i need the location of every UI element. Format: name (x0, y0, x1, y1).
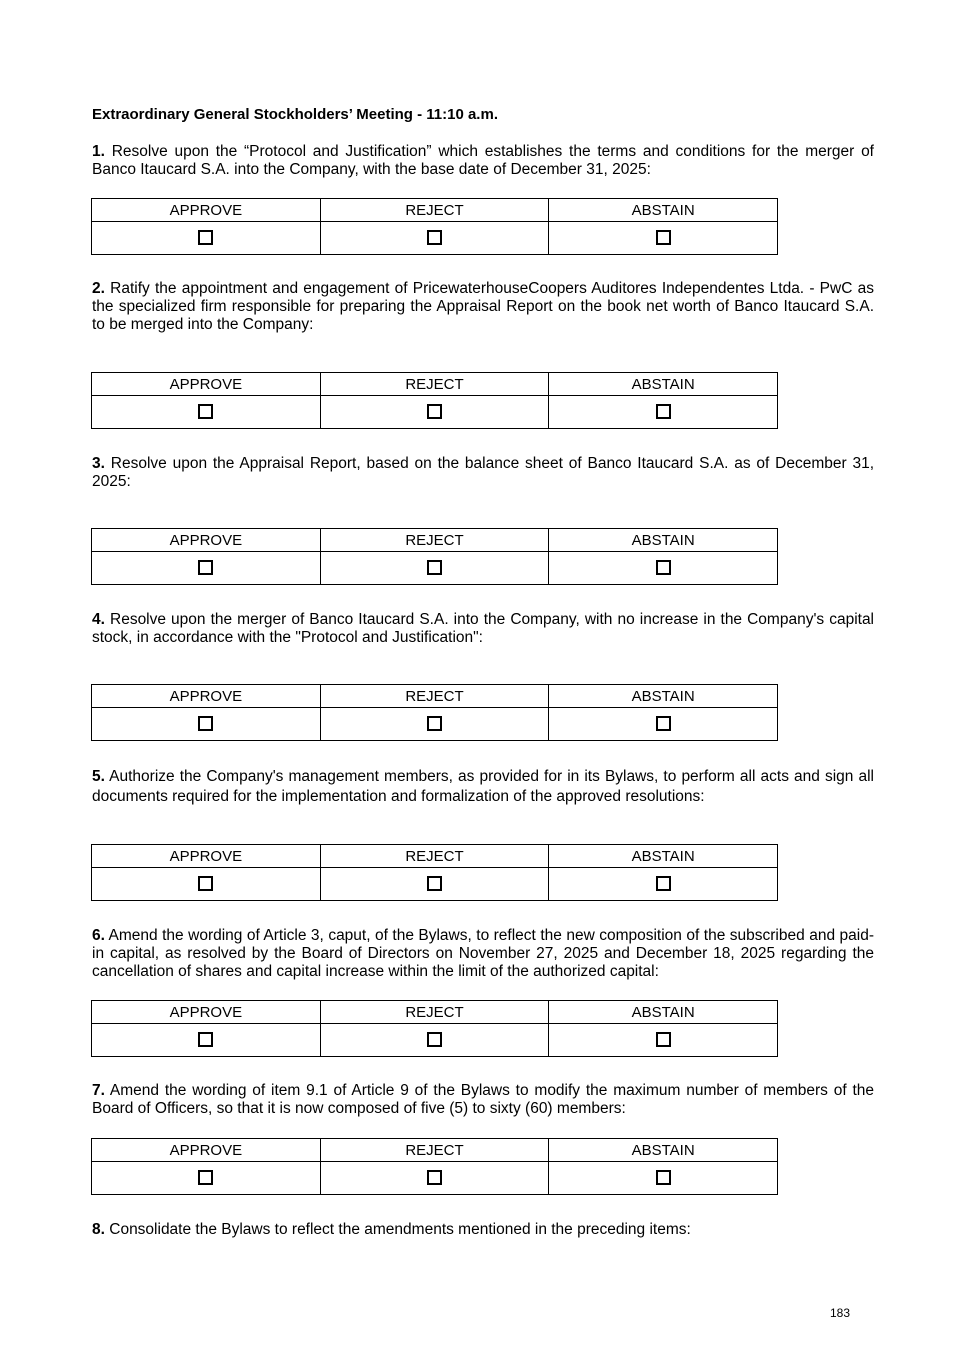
item-number: 7. (92, 1082, 105, 1099)
page-number: 183 (829, 1306, 850, 1320)
reject-checkbox[interactable] (427, 1170, 442, 1185)
abstain-label: ABSTAIN (549, 1139, 778, 1162)
approve-label: APPROVE (92, 1139, 321, 1162)
resolution-item-1 (92, 143, 874, 179)
item-text: Authorize the Company's management members, as provided for in its Bylaws, to perform all acts and sign all documents required for the implementation and formalization of the approved resolutions: (92, 768, 875, 805)
reject-label: REJECT (320, 845, 549, 868)
vote-table-5 (91, 844, 778, 901)
abstain-checkbox[interactable] (656, 876, 671, 891)
resolution-item-7 (92, 1082, 874, 1118)
item-number: 1. (92, 143, 105, 160)
reject-label: REJECT (320, 199, 549, 222)
item-number: 5. (92, 768, 105, 785)
reject-checkbox[interactable] (427, 230, 442, 245)
reject-label: REJECT (320, 1001, 549, 1024)
reject-label: REJECT (320, 685, 549, 708)
item-text: Ratify the appointment and engagement of PricewaterhouseCoopers Auditores Independentes Ltda. - PwC as the specialized firm responsible for preparing the Appraisal Report on the book net worth of Banco Itaucard S.A. to be merged into the Company: (92, 280, 874, 333)
reject-label: REJECT (320, 373, 549, 396)
abstain-label: ABSTAIN (549, 373, 778, 396)
abstain-checkbox[interactable] (656, 716, 671, 731)
abstain-checkbox[interactable] (656, 404, 671, 419)
abstain-label: ABSTAIN (549, 529, 778, 552)
item-text: Consolidate the Bylaws to reflect the amendments mentioned in the preceding items: (109, 1221, 691, 1238)
abstain-label: ABSTAIN (549, 845, 778, 868)
vote-table-1 (91, 198, 778, 255)
approve-label: APPROVE (92, 529, 321, 552)
item-text: Amend the wording of Article 3, caput, of the Bylaws, to reflect the new composition of the subscribed and paid-in capital, as resolved by the Board of Directors on November 27, 2025 and December 18, 2025 regarding the cancellation of shares and capital increase within the limit of the authorized capital: (92, 927, 874, 980)
abstain-label: ABSTAIN (549, 199, 778, 222)
vote-table-2 (91, 372, 778, 429)
reject-label: REJECT (320, 529, 549, 552)
vote-table-6 (91, 1000, 778, 1057)
item-number: 2. (92, 280, 105, 297)
approve-checkbox[interactable] (198, 404, 213, 419)
item-text: Resolve upon the Appraisal Report, based on the balance sheet of Banco Itaucard S.A. as of December 31, 2025: (92, 455, 875, 490)
approve-checkbox[interactable] (198, 230, 213, 245)
item-text: Resolve upon the merger of Banco Itaucard S.A. into the Company, with no increase in the Company's capital stock, in accordance with the "Protocol and Justification": (92, 611, 875, 646)
reject-checkbox[interactable] (427, 560, 442, 575)
reject-checkbox[interactable] (427, 876, 442, 891)
resolution-item-3 (92, 455, 874, 491)
resolution-item-8 (92, 1221, 874, 1239)
approve-label: APPROVE (92, 1001, 321, 1024)
approve-checkbox[interactable] (198, 876, 213, 891)
approve-checkbox[interactable] (198, 1032, 213, 1047)
reject-checkbox[interactable] (427, 404, 442, 419)
approve-label: APPROVE (92, 845, 321, 868)
abstain-checkbox[interactable] (656, 560, 671, 575)
resolution-item-6 (92, 927, 874, 981)
item-number: 3. (92, 455, 105, 472)
abstain-label: ABSTAIN (549, 1001, 778, 1024)
approve-checkbox[interactable] (198, 560, 213, 575)
item-number: 4. (92, 611, 105, 628)
meeting-heading: Extraordinary General Stockholders’ Meeting - 11:10 a.m. (92, 106, 498, 123)
item-text: Amend the wording of item 9.1 of Article 9 of the Bylaws to modify the maximum number of members of the Board of Officers, so that it is now composed of five (5) to sixty (60) members: (92, 1082, 875, 1117)
abstain-checkbox[interactable] (656, 1170, 671, 1185)
reject-checkbox[interactable] (427, 1032, 442, 1047)
resolution-item-4 (92, 611, 874, 647)
approve-label: APPROVE (92, 685, 321, 708)
reject-label: REJECT (320, 1139, 549, 1162)
resolution-item-5 (92, 767, 874, 807)
approve-checkbox[interactable] (198, 1170, 213, 1185)
item-number: 8. (92, 1221, 105, 1238)
item-text: Resolve upon the “Protocol and Justification” which establishes the terms and conditions for the merger of Banco Itaucard S.A. into the Company, with the base date of December 31, 2025: (92, 143, 874, 178)
abstain-checkbox[interactable] (656, 230, 671, 245)
approve-checkbox[interactable] (198, 716, 213, 731)
vote-table-3 (91, 528, 778, 585)
abstain-checkbox[interactable] (656, 1032, 671, 1047)
approve-label: APPROVE (92, 373, 321, 396)
resolution-item-2 (92, 280, 874, 334)
item-number: 6. (92, 927, 105, 944)
vote-table-7 (91, 1138, 778, 1195)
approve-label: APPROVE (92, 199, 321, 222)
vote-table-4 (91, 684, 778, 741)
abstain-label: ABSTAIN (549, 685, 778, 708)
reject-checkbox[interactable] (427, 716, 442, 731)
